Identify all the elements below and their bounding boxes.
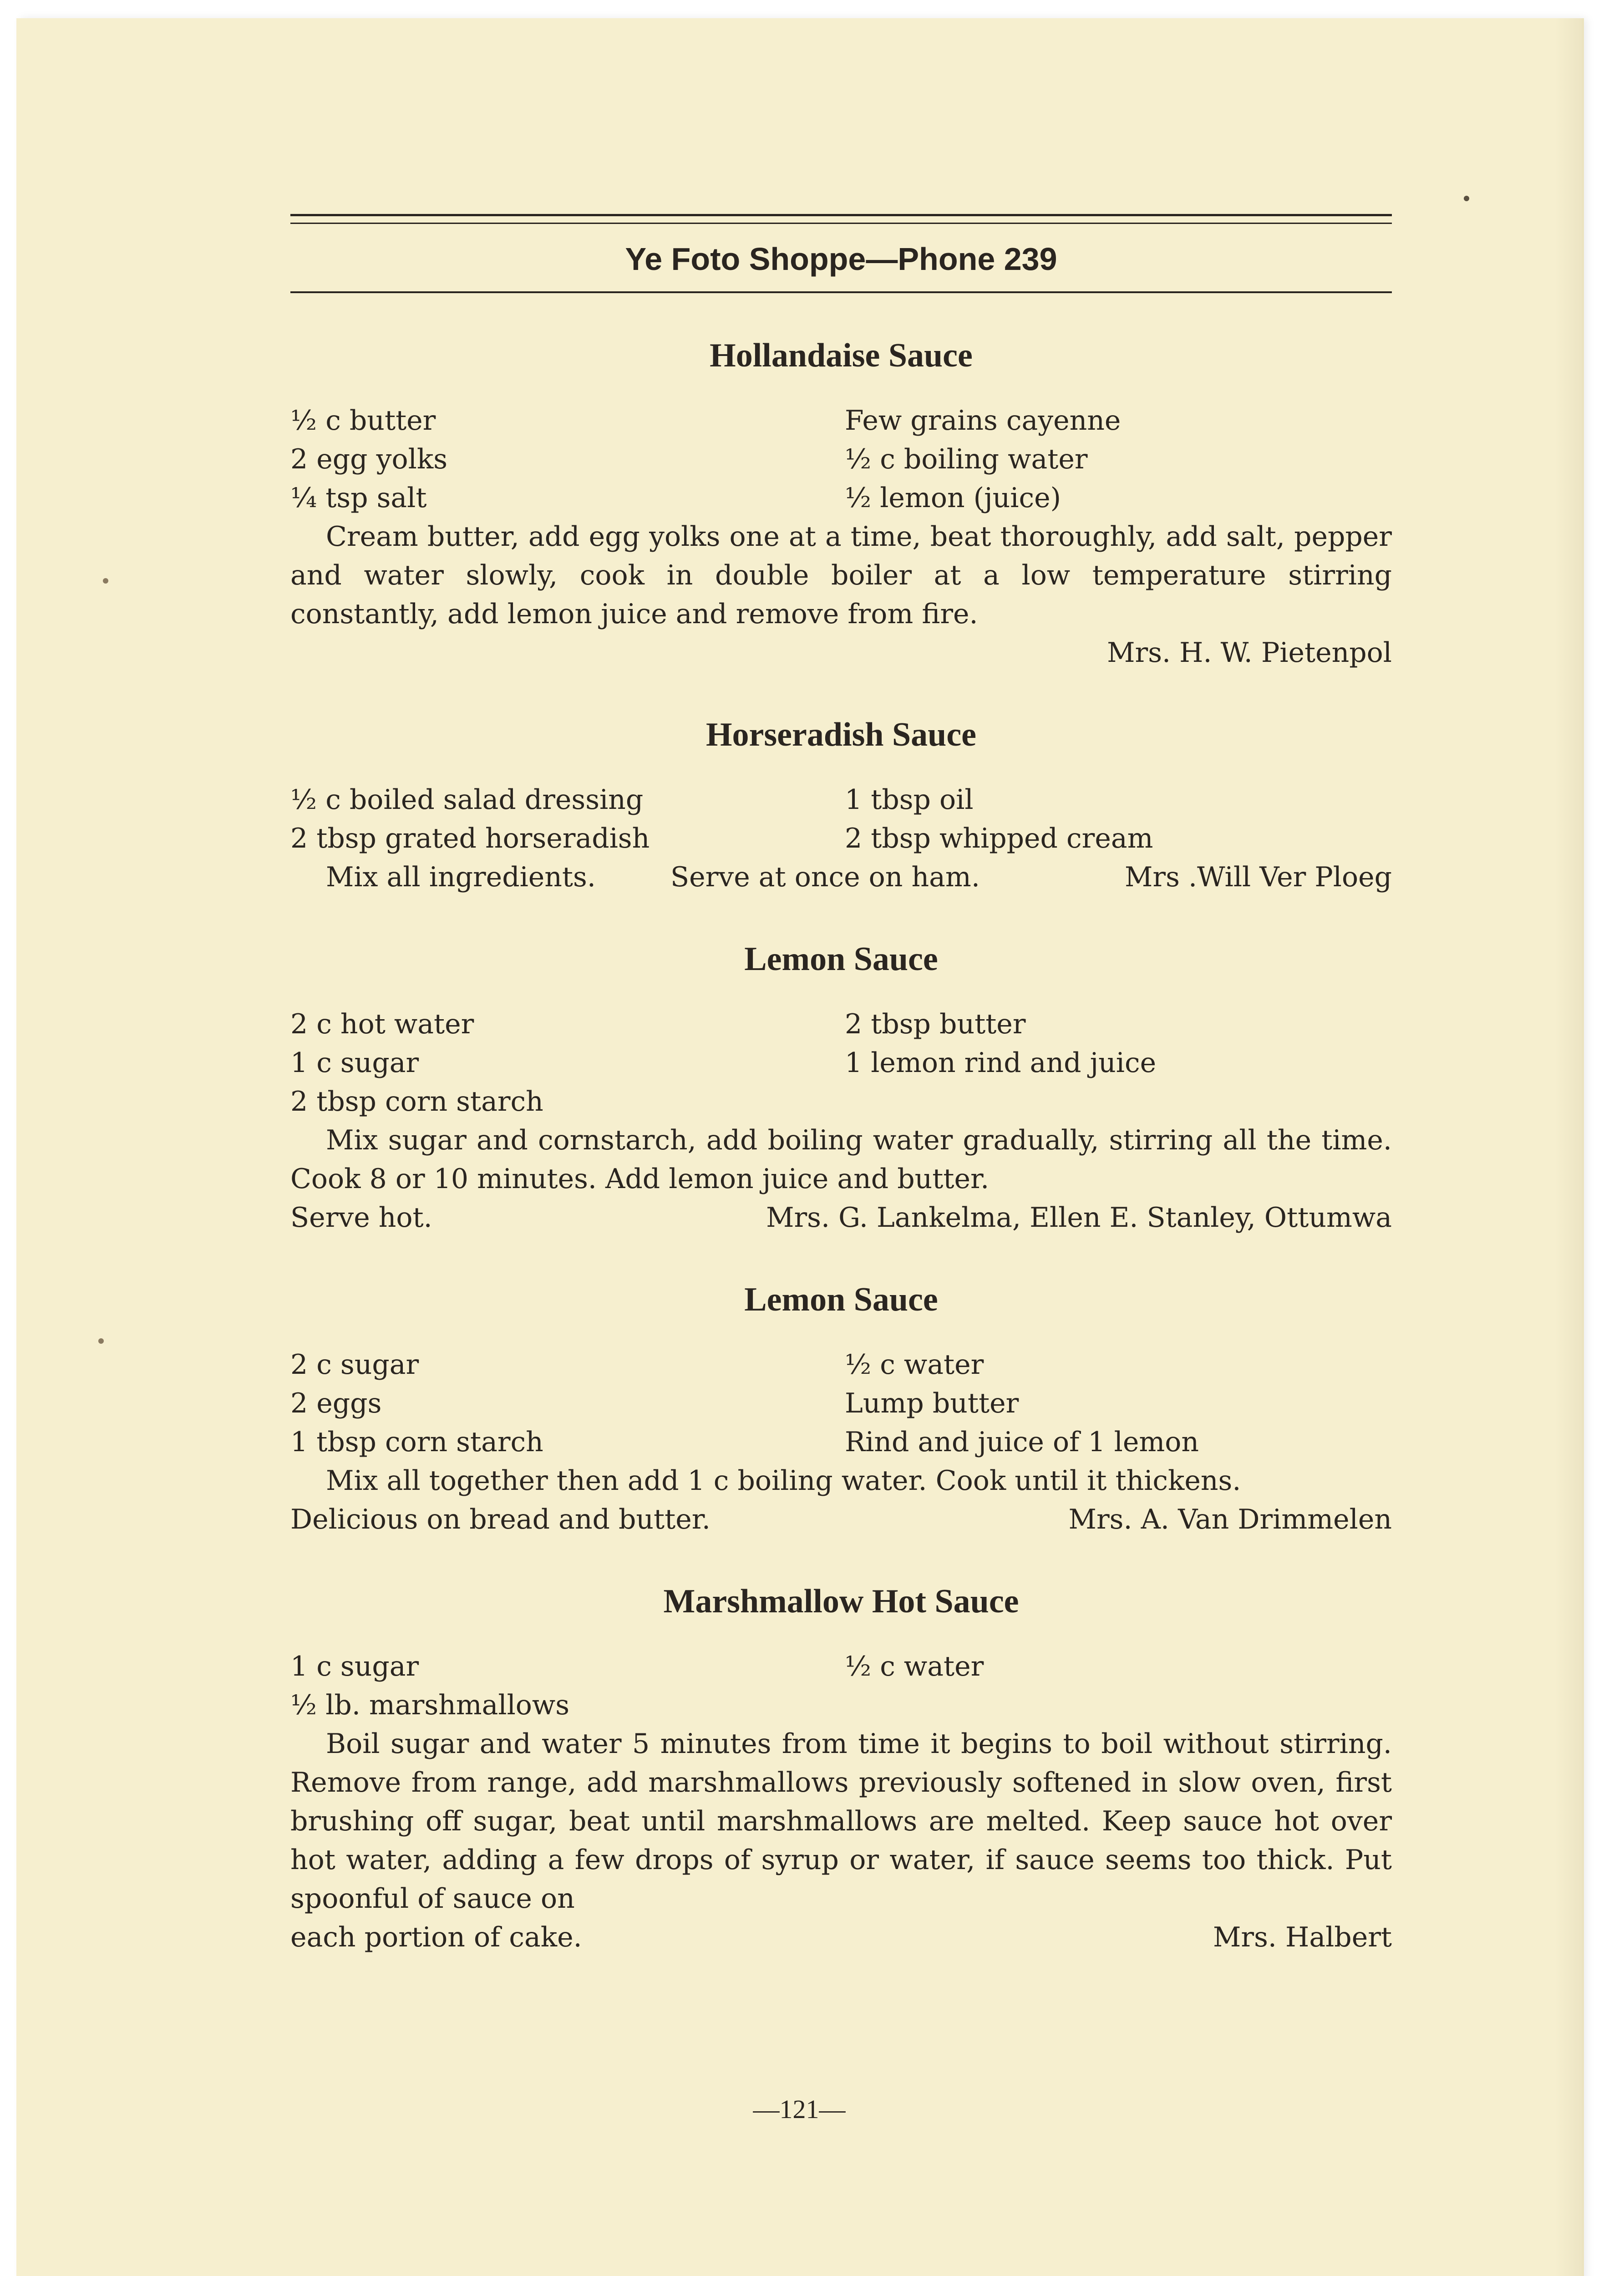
ingredient: 2 tbsp corn starch	[290, 1086, 543, 1118]
ingredient: ½ c water	[845, 1651, 984, 1682]
ingredient-row	[290, 1346, 1392, 1384]
ingredient-row	[290, 819, 1392, 858]
ingredient: 1 lemon rind and juice	[845, 1047, 1157, 1079]
header-rule-top	[290, 214, 1392, 216]
spacer	[290, 672, 1392, 718]
ingredient: 1 tbsp oil	[845, 784, 974, 816]
recipe-directions: Mix all ingredients.	[326, 861, 596, 893]
recipe-hollandaise-sauce	[290, 339, 1392, 672]
ingredient: 2 tbsp grated horseradish	[290, 823, 650, 854]
spacer	[290, 1539, 1392, 1585]
recipe-author: Mrs. H. W. Pietenpol	[1107, 637, 1392, 669]
recipe-directions-line	[290, 1918, 1392, 1957]
ingredient: ½ c water	[845, 1349, 984, 1381]
recipe-lemon-sauce-2	[290, 1283, 1392, 1539]
recipe-directions: Cream butter, add egg yolks one at a time, beat thoroughly, add salt, pepper and water slowly, cook in double boiler at a low temperature stirring constantly, add lemon juice and remove from fire.	[290, 521, 1392, 630]
page-number: —121—	[753, 2094, 846, 2124]
ingredient: ¼ tsp salt	[290, 482, 427, 514]
ingredient: 2 c hot water	[290, 1008, 474, 1040]
ingredient-row	[290, 1423, 1392, 1462]
recipe-directions-end: Delicious on bread and butter.	[290, 1504, 710, 1535]
recipe-directions-line	[290, 858, 1392, 897]
recipe-author: Mrs. A. Van Drimmelen	[1068, 1504, 1392, 1535]
recipe-directions: Serve at once on ham.	[670, 861, 980, 893]
recipe-title: Horseradish Sauce	[705, 716, 977, 753]
recipe-directions: Mix sugar and cornstarch, add boiling water gradually, stirring all the time. Cook 8 or 10 minutes. Add lemon juice and butter.	[290, 1124, 1392, 1195]
paper-speck	[103, 578, 108, 584]
recipe-title: Hollandaise Sauce	[710, 337, 973, 374]
ingredient: ½ c boiling water	[845, 443, 1088, 475]
ingredient: ½ c boiled salad dressing	[290, 784, 644, 816]
recipe-directions-line	[290, 1199, 1392, 1237]
ingredient: ½ lb. marshmallows	[290, 1689, 570, 1721]
recipe-directions-end: Serve hot.	[290, 1202, 432, 1234]
spacer	[290, 1237, 1392, 1283]
header-rule-bottom	[290, 291, 1392, 293]
ingredient-row	[290, 440, 1392, 479]
ingredient: 1 c sugar	[290, 1047, 419, 1079]
ingredient: Rind and juice of 1 lemon	[845, 1426, 1199, 1458]
recipe-marshmallow-hot-sauce	[290, 1585, 1392, 1957]
ingredient: 2 egg yolks	[290, 443, 447, 475]
recipe-title: Marshmallow Hot Sauce	[663, 1583, 1019, 1620]
ingredient-row	[290, 1044, 1392, 1082]
ingredient: 2 eggs	[290, 1387, 382, 1419]
recipe-horseradish-sauce	[290, 718, 1392, 897]
ingredient-row	[290, 1647, 1392, 1686]
recipe-author: Mrs. G. Lankelma, Ellen E. Stanley, Ottumwa	[766, 1202, 1392, 1234]
ingredient: 1 tbsp corn starch	[290, 1426, 543, 1458]
paper-speck	[98, 1338, 104, 1344]
ingredient-row	[290, 479, 1392, 518]
recipe-author: Mrs .Will Ver Ploeg	[1125, 861, 1392, 893]
ingredient: Few grains cayenne	[845, 405, 1121, 437]
recipe-author: Mrs. Halbert	[1213, 1921, 1392, 1953]
recipe-directions-line	[290, 1500, 1392, 1539]
page-content	[290, 214, 1392, 1957]
recipe-lemon-sauce	[290, 942, 1392, 1237]
recipe-directions: Boil sugar and water 5 minutes from time it begins to boil without stirring. Remove from range, add marshmallows previously softened in slow oven, first brushing off sugar, beat until marshmallows are melted. Keep sauce hot over hot water, adding a few drops of syrup or water, if sauce seems too thick. Put spoonful of sauce on	[290, 1728, 1392, 1915]
paper-speck	[1464, 196, 1469, 201]
ingredient-row	[290, 1384, 1392, 1423]
book-page	[16, 18, 1582, 2276]
ingredient-row	[290, 781, 1392, 819]
ingredient: 2 tbsp whipped cream	[845, 823, 1153, 854]
recipe-directions-end: each portion of cake.	[290, 1921, 582, 1953]
ingredient: 2 c sugar	[290, 1349, 419, 1381]
ingredient-row	[290, 1686, 1392, 1725]
ingredient: Lump butter	[845, 1387, 1019, 1419]
ingredient-row	[290, 1082, 1392, 1121]
ingredient-row	[290, 1005, 1392, 1044]
ingredient: ½ lemon (juice)	[845, 482, 1061, 514]
spacer	[290, 897, 1392, 942]
running-header: Ye Foto Shoppe—Phone 239	[625, 241, 1057, 277]
ingredient: 2 tbsp butter	[845, 1008, 1026, 1040]
ingredient-row	[290, 401, 1392, 440]
ingredient: 1 c sugar	[290, 1651, 419, 1682]
ingredient: ½ c butter	[290, 405, 436, 437]
recipe-title: Lemon Sauce	[744, 1281, 938, 1318]
recipe-directions: Mix all together then add 1 c boiling water. Cook until it thickens.	[326, 1465, 1241, 1497]
recipe-title: Lemon Sauce	[744, 940, 938, 978]
